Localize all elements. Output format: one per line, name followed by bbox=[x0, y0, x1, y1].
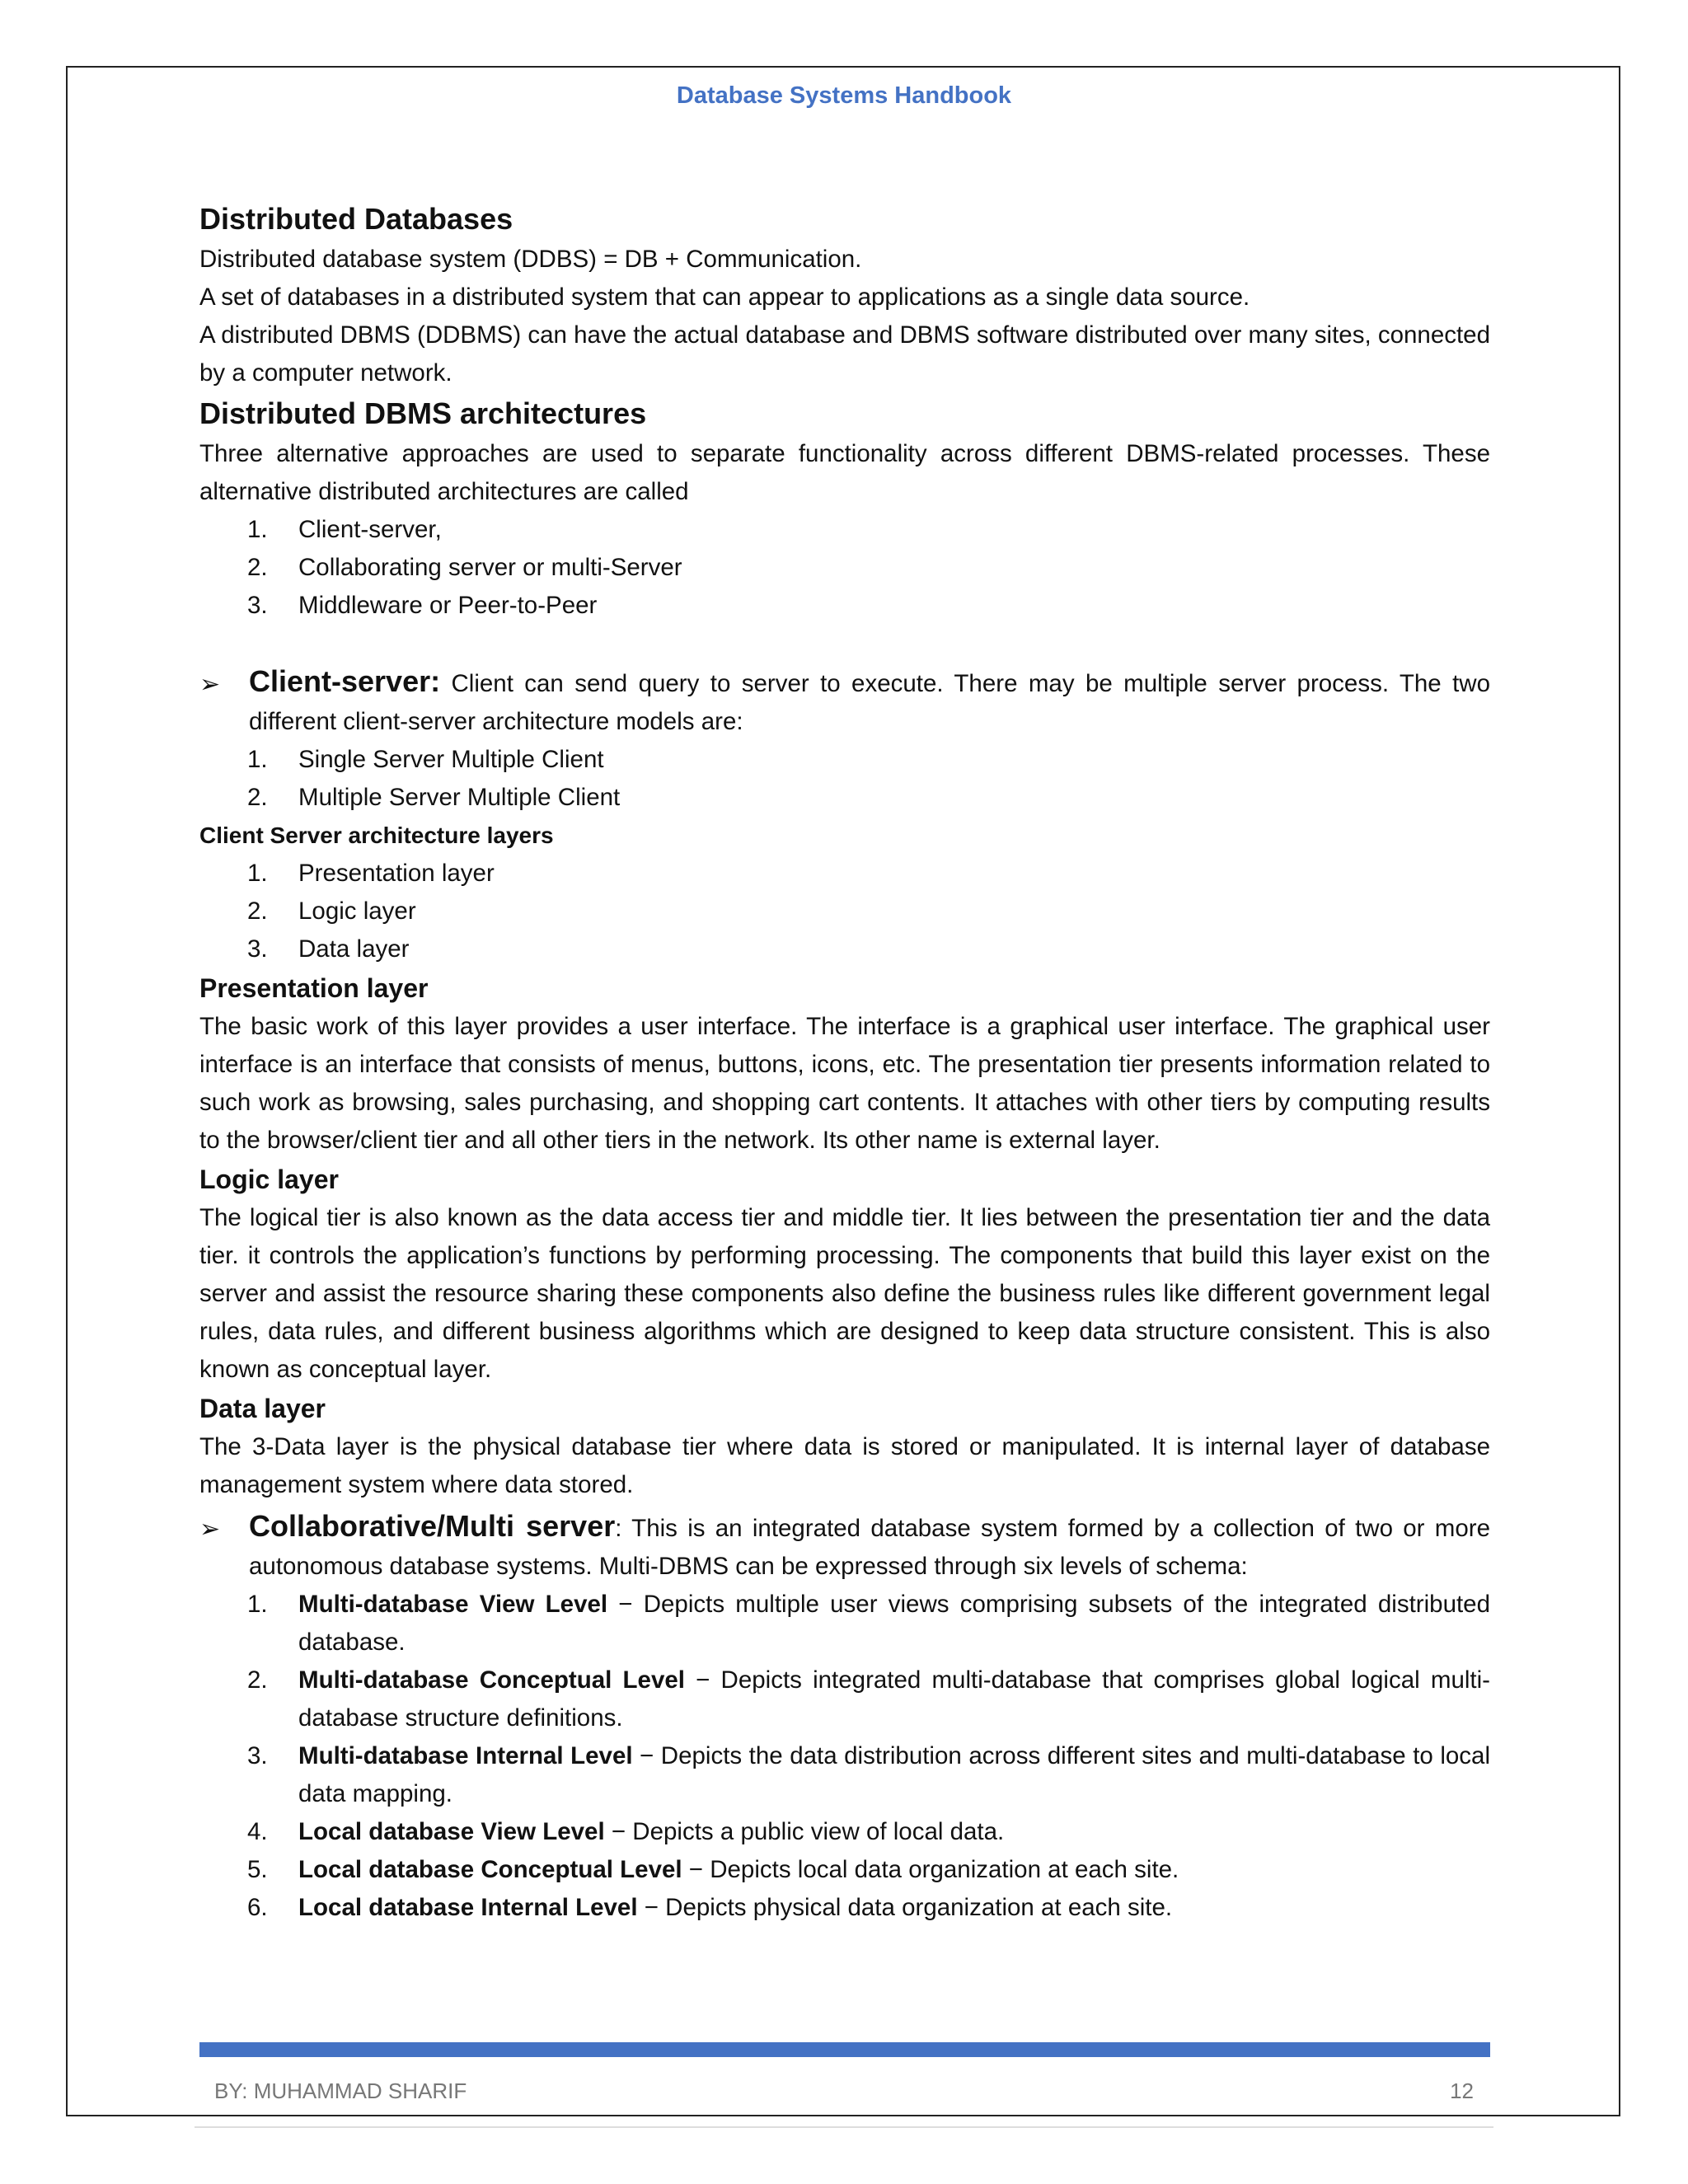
list-item: 2. Multi-database Conceptual Level − Depicts integrated multi-database that comprises global logical multi-database structure definitions. bbox=[247, 1666, 1490, 1732]
list-item: 5. Local database Conceptual Level − Depicts local data organization at each site. bbox=[247, 1856, 1179, 1883]
collaborative-bullet bbox=[199, 1507, 1490, 1586]
bullet-text: : This is an integrated database system formed by a collection of two or more autonomous database systems. Multi-DBMS can be expressed through six levels of schema: bbox=[249, 1515, 1491, 1580]
architecture-list bbox=[199, 511, 1490, 625]
paragraph: The 3-Data layer is the physical database tier where data is stored or manipulated. It is internal layer of database management system where data stored. bbox=[199, 1433, 1490, 1498]
footer-author: BY: MUHAMMAD SHARIF bbox=[214, 2079, 467, 2103]
heading-architecture-layers: Client Server architecture layers bbox=[199, 823, 554, 848]
heading-logic-layer: Logic layer bbox=[199, 1165, 339, 1194]
heading-distributed-databases: Distributed Databases bbox=[199, 202, 513, 236]
heading-distributed-dbms-architectures: Distributed DBMS architectures bbox=[199, 396, 647, 430]
list-item: 2. Multiple Server Multiple Client bbox=[247, 784, 621, 811]
paragraph: A distributed DBMS (DDBMS) can have the actual database and DBMS software distributed over many sites, connected by a computer network. bbox=[199, 321, 1490, 387]
list-item: 1. Single Server Multiple Client bbox=[247, 746, 604, 773]
client-server-models-list bbox=[199, 741, 1490, 817]
paragraph: Distributed database system (DDBS) = DB + Communication. bbox=[199, 246, 862, 273]
heading-data-layer: Data layer bbox=[199, 1394, 326, 1423]
list-item: 1. Client-server, bbox=[247, 516, 442, 543]
list-item: 2. Logic layer bbox=[247, 898, 416, 925]
bullet-text: Client can send query to server to execute. There may be multiple server process. The two different client-server architecture models are: bbox=[249, 670, 1490, 735]
paragraph: Three alternative approaches are used to separate functionality across different DBMS-related processes. These alternative distributed architectures are called bbox=[199, 440, 1490, 505]
list-item: 3. Data layer bbox=[247, 935, 410, 963]
list-item: 3. Middleware or Peer-to-Peer bbox=[247, 592, 598, 619]
header-title: Database Systems Handbook bbox=[676, 82, 1012, 109]
bullet-lead: Collaborative/Multi server bbox=[249, 1509, 616, 1543]
paragraph: A set of databases in a distributed system that can appear to applications as a single data source. bbox=[199, 284, 1250, 311]
paragraph: The basic work of this layer provides a user interface. The interface is a graphical user interface. The graphical user interface is an interface that consists of menus, buttons, icons, etc. The presentation tier presents information related to such work as browsing, sales purchasing, and shopping cart contents. It attaches with other tiers by computing results to the browser/client tier and all other tiers in the network. Its other name is external layer. bbox=[199, 1013, 1490, 1154]
list-item: 4. Local database View Level − Depicts a public view of local data. bbox=[247, 1818, 1005, 1845]
client-server-bullet bbox=[199, 663, 1490, 741]
page-number: 12 bbox=[1450, 2079, 1474, 2103]
arrow-bullet-icon: ➢ bbox=[199, 1516, 221, 1543]
layers-list bbox=[199, 855, 1490, 968]
list-item: 1. Presentation layer bbox=[247, 860, 495, 887]
heading-presentation-layer: Presentation layer bbox=[199, 973, 429, 1003]
page-content bbox=[199, 198, 1490, 1927]
list-item: 1. Multi-database View Level − Depicts multiple user views comprising subsets of the integrated distributed database. bbox=[247, 1591, 1490, 1656]
footer-accent-bar bbox=[199, 2042, 1490, 2057]
list-item: 2. Collaborating server or multi-Server bbox=[247, 554, 682, 581]
footer-divider bbox=[195, 2126, 1493, 2128]
schema-levels-list bbox=[199, 1586, 1490, 1927]
list-item: 3. Multi-database Internal Level − Depicts the data distribution across different sites and multi-database to local data mapping. bbox=[247, 1742, 1490, 1807]
paragraph: The logical tier is also known as the data access tier and middle tier. It lies between the presentation tier and the data tier. it controls the application’s functions by performing processing. The components that build this layer exist on the server and assist the resource sharing these components also define the business rules like different government legal rules, data rules, and different business algorithms which are designed to keep data structure consistent. This is also known as conceptual layer. bbox=[199, 1204, 1490, 1383]
list-item: 6. Local database Internal Level − Depicts physical data organization at each site. bbox=[247, 1894, 1173, 1921]
bullet-lead: Client-server: bbox=[249, 664, 441, 698]
arrow-bullet-icon: ➢ bbox=[199, 671, 221, 698]
